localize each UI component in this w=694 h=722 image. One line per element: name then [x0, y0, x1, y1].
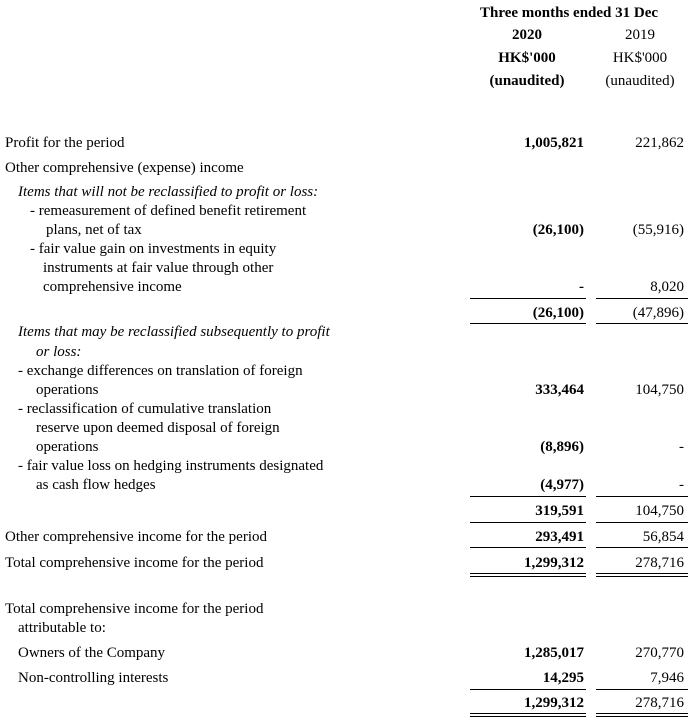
- profit-label: Profit for the period: [5, 135, 125, 151]
- attrib-heading-1: Total comprehensive income for the period: [5, 601, 264, 617]
- subtotal2-rule-2019: [596, 496, 688, 497]
- fv-gain-2020: -: [579, 279, 584, 295]
- fv-gain-label-2: instruments at fair value through other: [43, 260, 274, 276]
- year-2020: 2020: [512, 27, 542, 43]
- oci-heading: Other comprehensive (expense) income: [5, 160, 244, 176]
- hedging-label-2: as cash flow hedges: [36, 477, 156, 493]
- reclass-2019: -: [679, 439, 684, 455]
- subtotal1-2019: (47,896): [632, 305, 684, 321]
- fv-gain-2019: 8,020: [650, 279, 684, 295]
- owners-label: Owners of the Company: [18, 645, 166, 661]
- attrib-heading-2: attributable to:: [18, 620, 106, 636]
- oci-total-underline-2019: [596, 547, 688, 548]
- attrib-rule-2020: [470, 689, 586, 690]
- not-reclass-heading: Items that will not be reclassified to profit or loss:: [18, 184, 319, 200]
- attrib-total-2020: 1,299,312: [524, 695, 584, 711]
- audit-2019: (unaudited): [605, 73, 675, 89]
- subtotal2-underline-2020: [470, 522, 586, 523]
- may-reclass-heading-2: or loss:: [36, 344, 82, 360]
- subtotal2-2019: 104,750: [635, 503, 684, 519]
- subtotal2-underline-2019: [596, 522, 688, 523]
- unit-2019: HK$'000: [612, 50, 668, 66]
- nci-label: Non-controlling interests: [18, 670, 169, 686]
- remeasure-label-2: plans, net of tax: [46, 222, 142, 238]
- hedging-label-1: - fair value loss on hedging instruments designated: [18, 458, 324, 474]
- hedging-2020: (4,977): [540, 477, 584, 493]
- tci-total-2020: 1,299,312: [524, 555, 584, 571]
- oci-total-2020: 293,491: [535, 529, 584, 545]
- attrib-total-double-rule-2019: [596, 713, 688, 717]
- oci-total-label: Other comprehensive income for the period: [5, 529, 267, 545]
- year-2019: 2019: [625, 27, 655, 43]
- period-header: Three months ended 31 Dec: [480, 5, 659, 21]
- attrib-total-double-rule-2020: [470, 713, 586, 717]
- subtotal1-underline-2019: [596, 323, 688, 324]
- remeasure-2019: (55,916): [632, 222, 684, 238]
- subtotal2-rule-2020: [470, 496, 586, 497]
- profit-2020: 1,005,821: [524, 135, 584, 151]
- unit-2020: HK$'000: [498, 50, 556, 66]
- exchange-2019: 104,750: [635, 382, 684, 398]
- exchange-label-1: - exchange differences on translation of foreign: [18, 363, 303, 379]
- owners-2020: 1,285,017: [524, 645, 584, 661]
- profit-2019: 221,862: [635, 135, 684, 151]
- audit-2020: (unaudited): [489, 73, 565, 89]
- subtotal1-underline-2020: [470, 323, 586, 324]
- reclass-label-1: - reclassification of cumulative translation: [18, 401, 272, 417]
- nci-2019: 7,946: [650, 670, 684, 686]
- nci-2020: 14,295: [542, 670, 584, 686]
- exchange-label-2: operations: [36, 382, 99, 398]
- tci-total-double-rule-2020: [470, 573, 586, 577]
- subtotal1-rule-2020: [470, 298, 586, 299]
- exchange-2020: 333,464: [535, 382, 584, 398]
- remeasure-2020: (26,100): [532, 222, 584, 238]
- tci-total-label: Total comprehensive income for the period: [5, 555, 264, 571]
- subtotal1-rule-2019: [596, 298, 688, 299]
- owners-2019: 270,770: [635, 645, 684, 661]
- reclass-2020: (8,896): [540, 439, 584, 455]
- may-reclass-heading-1: Items that may be reclassified subsequently to profit: [18, 324, 330, 340]
- oci-total-underline-2020: [470, 547, 586, 548]
- fv-gain-label-3: comprehensive income: [43, 279, 182, 295]
- tci-total-2019: 278,716: [635, 555, 684, 571]
- subtotal1-2020: (26,100): [532, 305, 584, 321]
- oci-total-2019: 56,854: [642, 529, 684, 545]
- fv-gain-label-1: - fair value gain on investments in equity: [30, 241, 277, 257]
- hedging-2019: -: [679, 477, 684, 493]
- subtotal2-2020: 319,591: [535, 503, 584, 519]
- reclass-label-3: operations: [36, 439, 99, 455]
- tci-total-double-rule-2019: [596, 573, 688, 577]
- attrib-total-2019: 278,716: [635, 695, 684, 711]
- remeasure-label-1: - remeasurement of defined benefit retirement: [30, 203, 307, 219]
- reclass-label-2: reserve upon deemed disposal of foreign: [36, 420, 280, 436]
- attrib-rule-2019: [596, 689, 688, 690]
